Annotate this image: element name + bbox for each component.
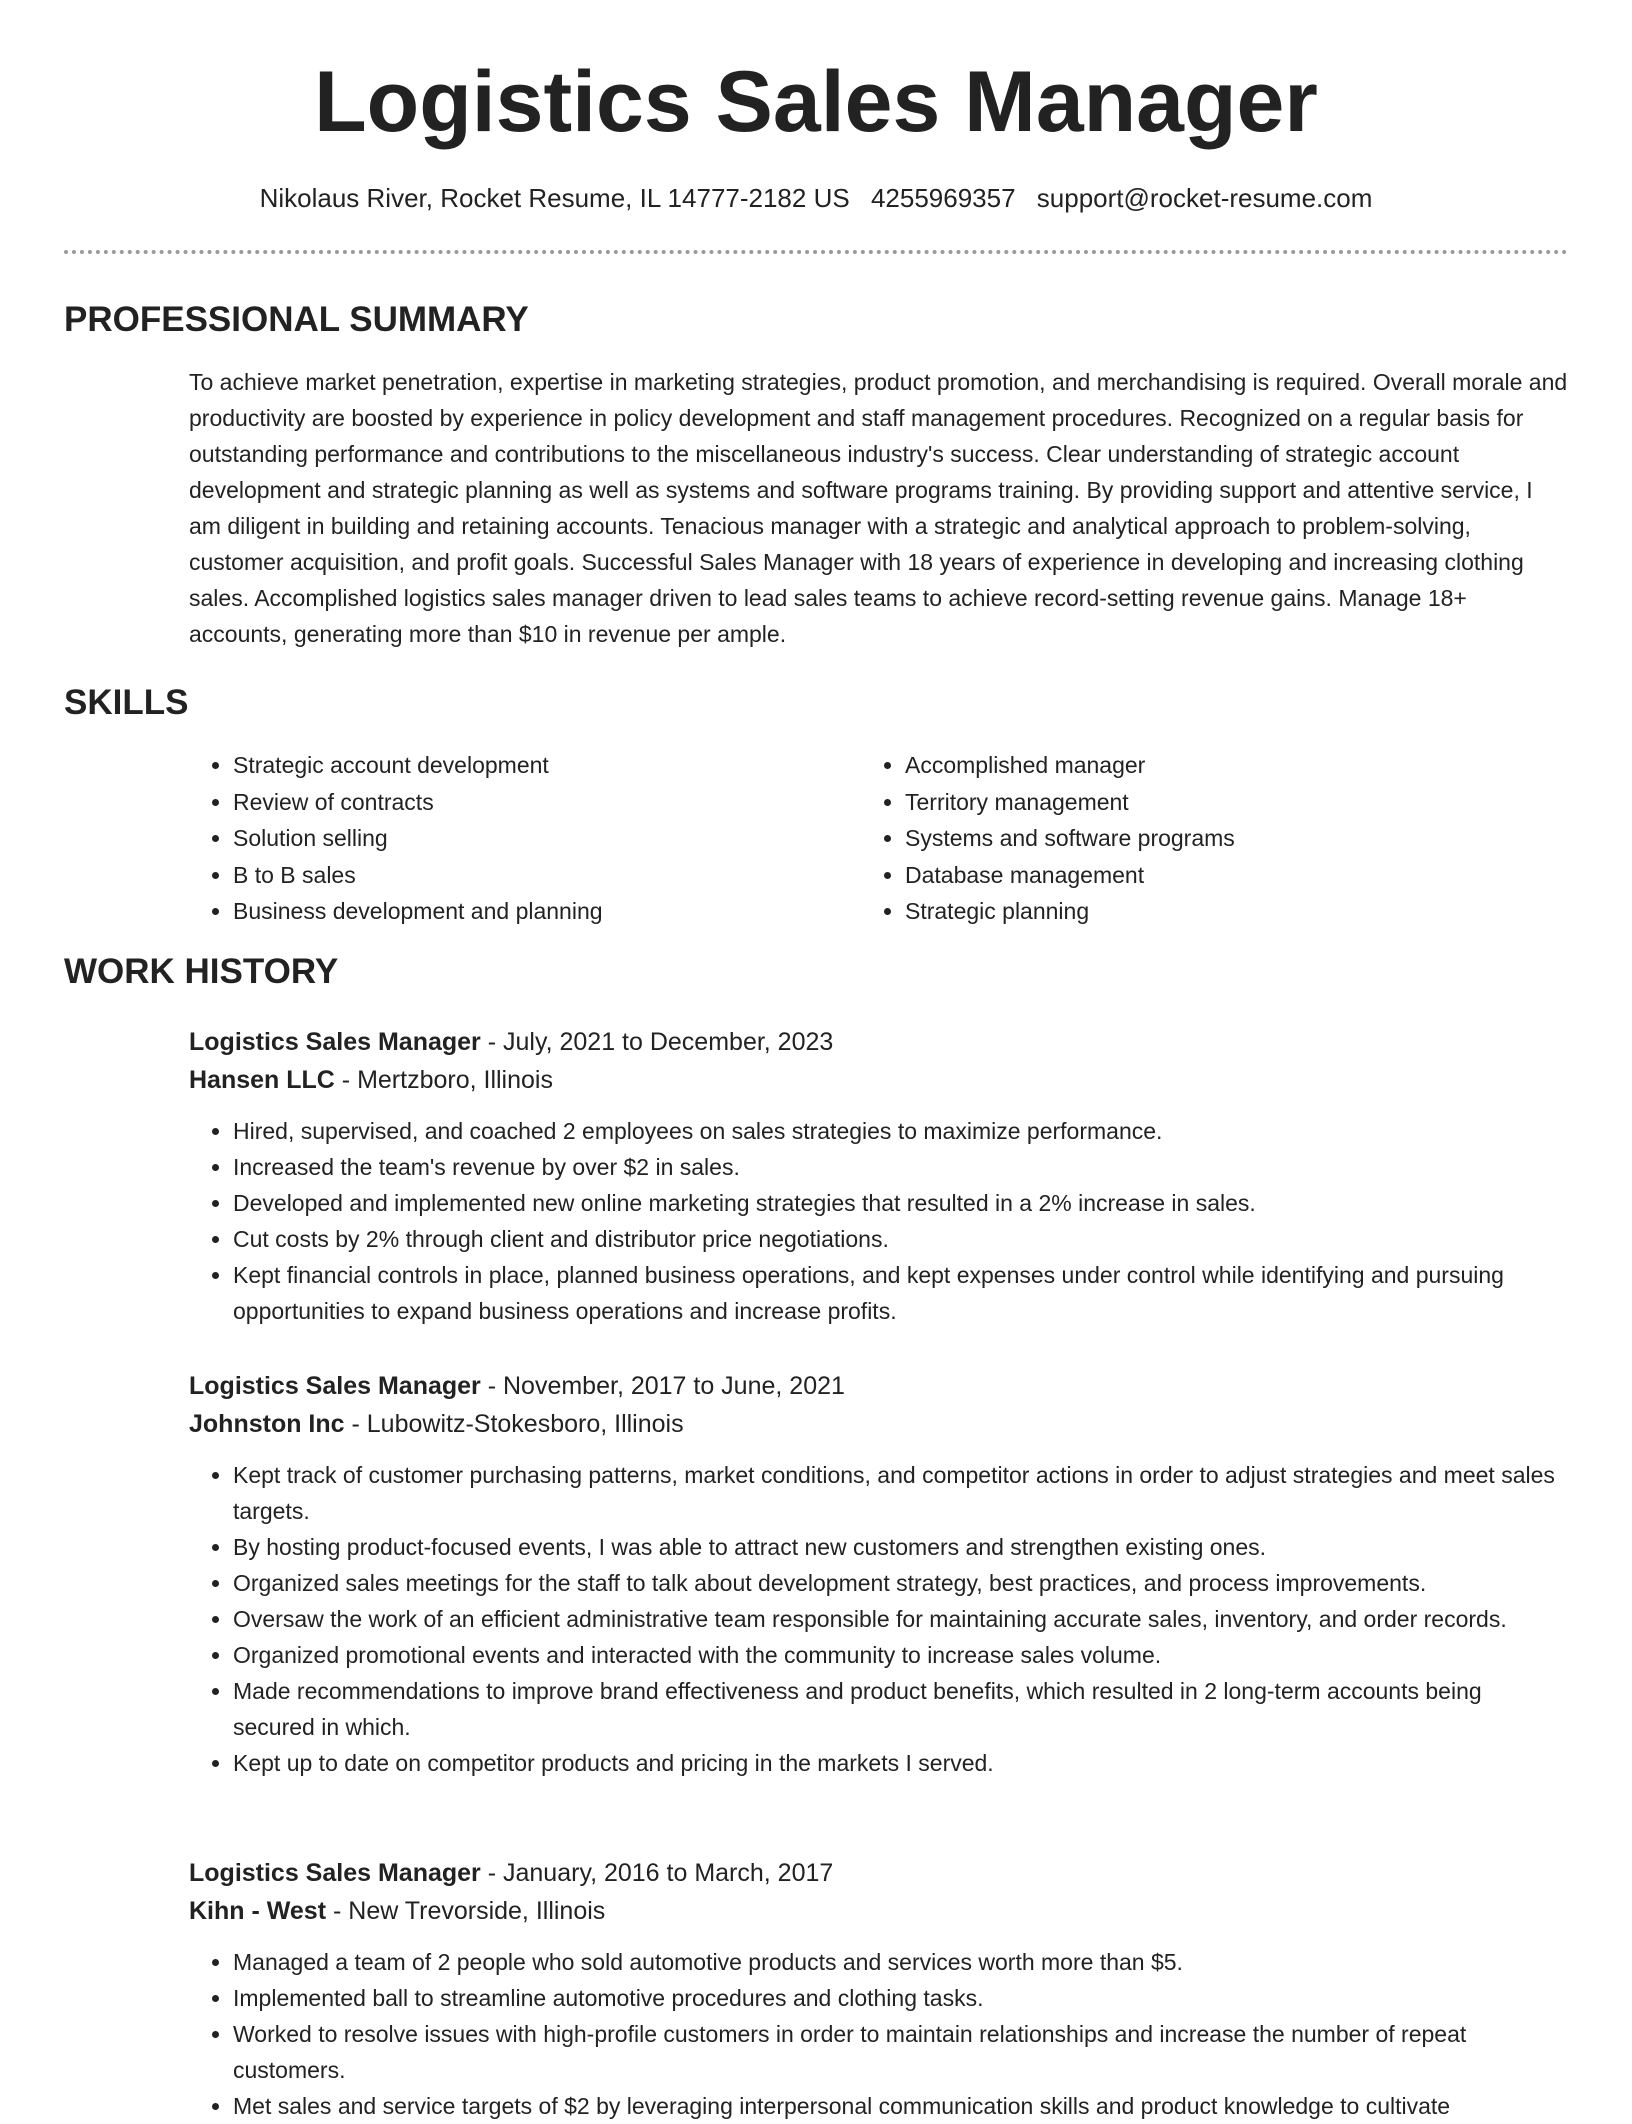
job-company-line xyxy=(189,1061,1569,1099)
job-role: Logistics Sales Manager xyxy=(189,1372,481,1400)
job-company: Kihn - West xyxy=(189,1897,327,1925)
job-bullet: • Oversaw the work of an efficient administrative team responsible for maintaining accurate sales, inventory, and order records. xyxy=(233,1601,1569,1637)
job-dates: - July, 2021 to December, 2023 xyxy=(480,1028,834,1056)
resume-title: Logistics Sales Manager xyxy=(314,54,1318,150)
skill-item: • B to B sales xyxy=(233,857,873,894)
job-title-line xyxy=(189,1023,1569,1061)
skills-list-right xyxy=(861,747,1605,930)
skill-item: • Strategic account development xyxy=(233,747,873,784)
job-company: Hansen LLC xyxy=(189,1066,335,1094)
skill-item: • Business development and planning xyxy=(233,893,873,930)
skill-item: • Systems and software programs xyxy=(905,820,1605,857)
job-bullet: • Increased the team's revenue by over $2 in sales. xyxy=(233,1149,1569,1185)
job-bullet: • Hired, supervised, and coached 2 employees on sales strategies to maximize performance. xyxy=(233,1113,1569,1149)
job-bullets xyxy=(189,1113,1569,1329)
job-bullet: • Kept financial controls in place, planned business operations, and kept expenses under control while identifying and pursuing opportunities to expand business operations and increase profits. xyxy=(233,1257,1569,1329)
summary-text: To achieve market penetration, expertise in marketing strategies, product promotion, and merchandising is required. Overall morale and productivity are boosted by experience in policy development and staff management procedures. Recognized on a regular basis for outstanding performance and contributions to the miscellaneous industry's success. Clear understanding of strategic account development and strategic planning as well as systems and software programs training. By providing support and attentive service, I am diligent in building and retaining accounts. Tenacious manager with a strategic and analytical approach to problem-solving, customer acquisition, and profit goals. Successful Sales Manager with 18 years of experience in developing and increasing clothing sales. Accomplished logistics sales manager driven to lead sales teams to achieve record-setting revenue gains. Manage 18+ accounts, generating more than $10 in revenue per ample. xyxy=(189,369,1568,647)
job-location: - Mertzboro, Illinois xyxy=(334,1066,553,1094)
job-dates: - November, 2017 to June, 2021 xyxy=(480,1372,845,1400)
job-bullet: • Cut costs by 2% through client and distributor price negotiations. xyxy=(233,1221,1569,1257)
job-role: Logistics Sales Manager xyxy=(189,1028,481,1056)
skill-item: • Review of contracts xyxy=(233,784,873,821)
job-bullet: • Worked to resolve issues with high-profile customers in order to maintain relationships and increase the number of repeat customers. xyxy=(233,2016,1569,2088)
skills-list-left xyxy=(189,747,873,930)
contact-email: support@rocket-resume.com xyxy=(1036,183,1373,213)
job-bullet: • Met sales and service targets of $2 by leveraging interpersonal communication skills and product knowledge to cultivate xyxy=(233,2088,1569,2124)
job-bullet: • Kept track of customer purchasing patterns, market conditions, and competitor actions in order to adjust strategies and meet sales targets. xyxy=(233,1457,1569,1529)
skill-item: • Solution selling xyxy=(233,820,873,857)
contact-line xyxy=(0,180,1632,216)
job-title-line xyxy=(189,1854,1569,1892)
job-location: - New Trevorside, Illinois xyxy=(326,1897,606,1925)
skill-item: • Accomplished manager xyxy=(905,747,1605,784)
summary-heading: PROFESSIONAL SUMMARY xyxy=(64,300,529,339)
job-entry xyxy=(189,1367,1569,1781)
job-location: - Lubowitz-Stokesboro, Illinois xyxy=(344,1410,684,1438)
job-bullets xyxy=(189,1457,1569,1781)
job-bullet: • Kept up to date on competitor products and pricing in the markets I served. xyxy=(233,1745,1569,1781)
skills-heading: SKILLS xyxy=(64,683,189,722)
job-bullet: • Organized sales meetings for the staff to talk about development strategy, best practices, and process improvements. xyxy=(233,1565,1569,1601)
job-company: Johnston Inc xyxy=(189,1410,345,1438)
job-bullet: • Developed and implemented new online marketing strategies that resulted in a 2% increase in sales. xyxy=(233,1185,1569,1221)
skill-item: • Database management xyxy=(905,857,1605,894)
job-bullet: • Organized promotional events and interacted with the community to increase sales volume. xyxy=(233,1637,1569,1673)
job-bullet: • Implemented ball to streamline automotive procedures and clothing tasks. xyxy=(233,1980,1569,2016)
skill-item: • Territory management xyxy=(905,784,1605,821)
contact-phone: 4255969357 xyxy=(870,183,1016,213)
job-bullet: • Managed a team of 2 people who sold automotive products and services worth more than $5. xyxy=(233,1944,1569,1980)
job-company-line xyxy=(189,1405,1569,1443)
job-bullet: • Made recommendations to improve brand effectiveness and product benefits, which resulted in 2 long-term accounts being secured in which. xyxy=(233,1673,1569,1745)
job-company-line xyxy=(189,1892,1569,1930)
skill-item: • Strategic planning xyxy=(905,893,1605,930)
job-role: Logistics Sales Manager xyxy=(189,1859,481,1887)
contact-address: Nikolaus River, Rocket Resume, IL 14777-2182 US xyxy=(259,183,850,213)
job-title-line xyxy=(189,1367,1569,1405)
work-history-heading: WORK HISTORY xyxy=(64,952,339,991)
job-entry xyxy=(189,1854,1569,2124)
job-bullets xyxy=(189,1944,1569,2124)
job-dates: - January, 2016 to March, 2017 xyxy=(480,1859,834,1887)
job-bullet: • By hosting product-focused events, I was able to attract new customers and strengthen existing ones. xyxy=(233,1529,1569,1565)
header-divider xyxy=(64,250,1568,254)
job-entry xyxy=(189,1023,1569,1329)
